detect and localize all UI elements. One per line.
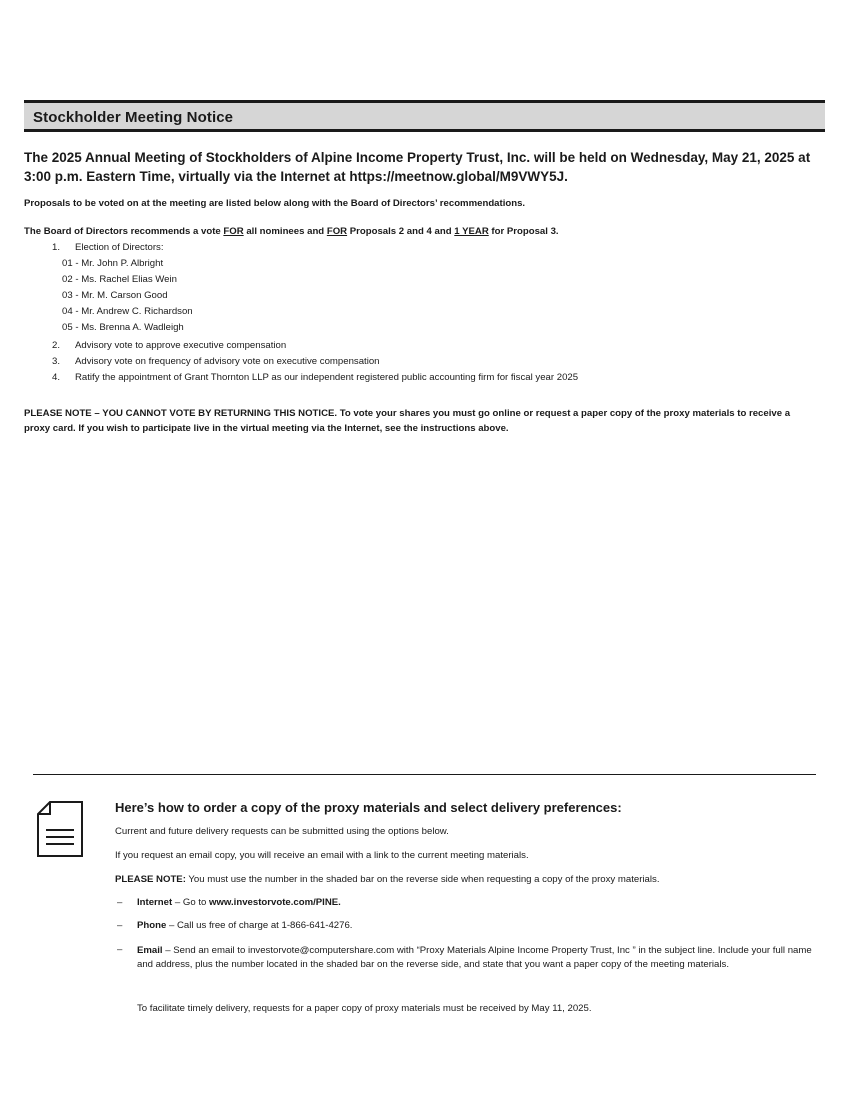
proposal-text: Election of Directors:	[75, 242, 164, 253]
deadline-text: To facilitate timely delivery, requests for a paper copy of proxy materials must be received by May 11, 2025.	[137, 1003, 592, 1014]
proxy-line: If you request an email copy, you will receive an email with a link to the current meeting materials.	[115, 850, 529, 861]
document-icon	[36, 800, 84, 858]
nominee-item: 03 - Mr. M. Carson Good	[62, 290, 168, 301]
proxy-note-label: PLEASE NOTE:	[115, 874, 186, 885]
section-header-bar	[24, 100, 825, 132]
email-label: Email	[137, 945, 163, 956]
proposal-text: Ratify the appointment of Grant Thornton LLP as our independent registered public accounting firm for fiscal year 2025	[75, 372, 579, 383]
internet-text: – Go to	[172, 897, 209, 908]
proposal-text: Advisory vote on frequency of advisory vote on executive compensation	[75, 356, 380, 367]
recommendation-year: 1 YEAR	[454, 226, 489, 237]
bullet-dash: –	[117, 920, 123, 931]
recommendation-mid-2: Proposals 2 and 4 and	[347, 226, 455, 237]
nominee-item: 02 - Ms. Rachel Elias Wein	[62, 274, 177, 285]
bullet-dash: –	[117, 897, 123, 908]
proposal-text: Advisory vote to approve executive compensation	[75, 340, 287, 351]
recommendation-prefix: The Board of Directors recommends a vote	[24, 226, 224, 237]
recommendation-for-2: FOR	[326, 226, 348, 237]
nominee-item: 01 - Mr. John P. Albright	[62, 258, 164, 269]
email-text: – Send an email to investorvote@computershare.com with “Proxy Materials Alpine Income Property Trust, Inc ” in the subject line. Include your full name and address, plus the number located in the shaded bar on the reverse side, and state that you want a paper copy of the meeting materials.	[137, 945, 812, 970]
recommendation-mid-1: all nominees and	[243, 226, 327, 237]
proposal-number: 2.	[52, 340, 61, 351]
proposal-number: 1.	[52, 242, 61, 253]
email-option	[137, 944, 817, 971]
phone-option	[137, 920, 352, 931]
divider	[33, 774, 816, 775]
proxy-section-title: Here’s how to order a copy of the proxy materials and select delivery preferences:	[115, 800, 622, 815]
nominee-item: 05 - Ms. Brenna A. Wadleigh	[62, 322, 184, 333]
phone-text: – Call us free of charge at 1-866-641-4276.	[166, 920, 353, 931]
board-recommendation	[24, 226, 559, 237]
proxy-note-text: You must use the number in the shaded bar on the reverse side when requesting a copy of the proxy materials.	[185, 874, 660, 885]
section-title: Stockholder Meeting Notice	[33, 109, 234, 126]
nominee-item: 04 - Mr. Andrew C. Richardson	[62, 306, 193, 317]
proposal-number: 4.	[52, 372, 61, 383]
proposals-intro: Proposals to be voted on at the meeting are listed below along with the Board of Directors’ recommendations.	[24, 198, 526, 209]
bullet-dash: –	[117, 944, 123, 955]
internet-url-link[interactable]: www.investorvote.com/PINE.	[208, 897, 341, 908]
proxy-line: Current and future delivery requests can be submitted using the options below.	[115, 826, 449, 837]
meeting-intro: The 2025 Annual Meeting of Stockholders of Alpine Income Property Trust, Inc. will be held on Wednesday, May 21, 2025 at 3:00 p.m. Eastern Time, virtually via the Internet at https://meetnow.global/M9VWY5J.	[24, 150, 811, 184]
recommendation-for-1: FOR	[223, 226, 244, 237]
recommendation-suffix: for Proposal 3.	[488, 226, 559, 237]
proposal-number: 3.	[52, 356, 61, 367]
internet-label: Internet	[137, 897, 173, 908]
proxy-note	[115, 874, 659, 885]
internet-option	[137, 897, 341, 908]
please-note: PLEASE NOTE – YOU CANNOT VOTE BY RETURNING THIS NOTICE. To vote your shares you must go online or request a paper copy of the proxy materials to receive a proxy card. If you wish to participate live in the virtual meeting via the Internet, see the instructions above.	[24, 408, 791, 434]
phone-label: Phone	[137, 920, 167, 931]
